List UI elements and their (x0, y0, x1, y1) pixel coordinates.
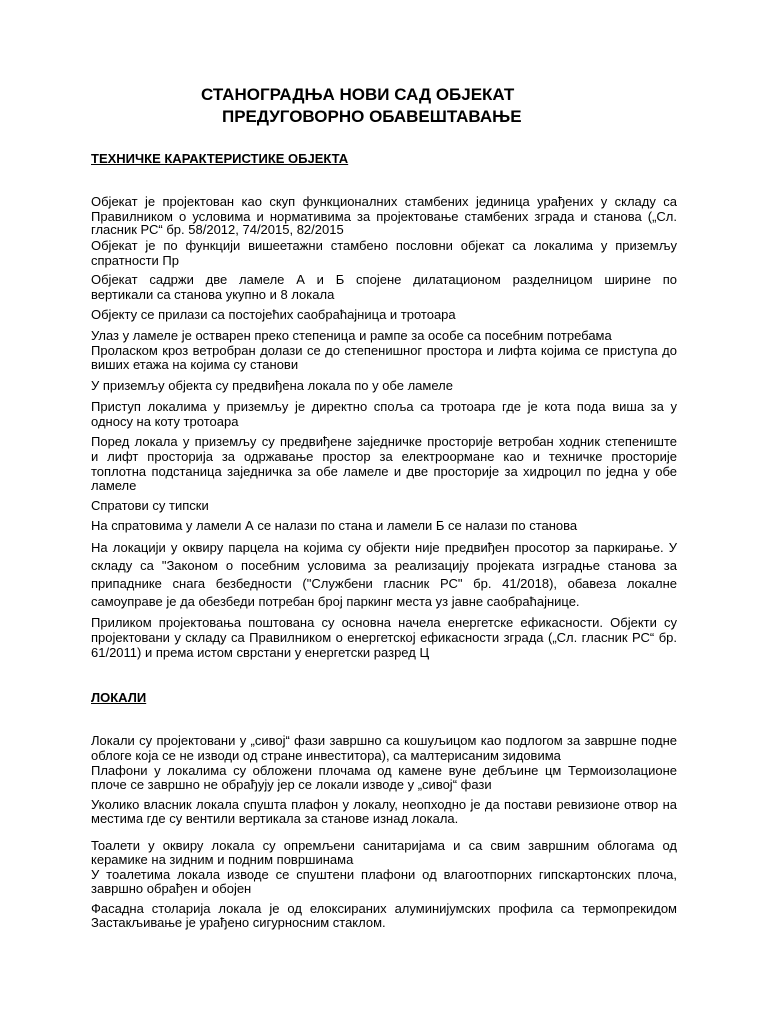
paragraph-line: Застакљивање је урађено сигурносним стаклом. (91, 915, 386, 930)
section-heading-locals: ЛОКАЛИ (91, 690, 147, 705)
paragraph-line: Проласком кроз ветробран долази се до степенишног простора и лифта којима се приступа до (91, 343, 677, 358)
section-heading-technical: ТЕХНИЧКЕ КАРАКТЕРИСТИКЕ ОБЈЕКТА (91, 151, 349, 166)
paragraph-line: завршно обрађен и обојен (91, 881, 252, 896)
paragraph-line: местима где су вентили вертикала за станове изнад локала. (91, 811, 459, 826)
paragraph-line: и лифт просторија за одржавање простор за електроормане као и техничке просторије (91, 449, 677, 464)
paragraph-line: вертикали са станова укупно и 8 локала (91, 287, 335, 302)
paragraph-line: односу на коту тротоара (91, 414, 239, 429)
paragraph-line: Поред локала у приземљу су предвиђене заједничке просторије ветробан ходник степениште (91, 434, 677, 449)
document-title-line-1: СТАНОГРАДЊА НОВИ САД ОБЈЕКАТ (201, 85, 515, 104)
paragraph-line: Објекат је по функцији вишеетажни стамбено пословни објекат са локалима у приземљу (91, 238, 677, 253)
paragraph-line: Уколико власник локала спушта плафон у локалу, неопходно је да постави ревизионе отвор на (91, 797, 677, 812)
paragraph-line: спратности Пр (91, 253, 179, 268)
paragraph-line: У тоалетима локала изводе се спуштени плафони од влагоотпорних гипскартонских плоча, (91, 867, 677, 882)
paragraph-line: плоче се завршно не обрађују јер се локали изводе у „сивој“ фази (91, 777, 492, 792)
paragraph-line: самоуправе је да обезбеди потребан број паркинг места уз јавне саобраћајнице. (91, 594, 580, 609)
paragraph-line: Фасадна столарија локала је од елоксираних алуминијумских профила са термопрекидом (91, 901, 677, 916)
paragraph-line: Тоалети у оквиру локала су опремљени санитаријама и са свим завршним облогама од (91, 838, 677, 853)
paragraph-line: складу са "Законом о посебним условима за реализацију пројеката изградње станова за (91, 558, 677, 573)
paragraph-line: припаднике снага безбедности ("Службени гласник РС" бр. 41/2018), обавеза локалне (91, 576, 677, 591)
paragraph-line: Улаз у ламеле је остварен преко степеница и рампе за особе са посебним потребама (91, 328, 612, 343)
paragraph-line: На спратовима у ламели А се налази по стана и ламели Б се налази по станова (91, 518, 578, 533)
paragraph-line: Локали су пројектовани у „сивој“ фази завршно са кошуљицом као подлогом за завршне подне (91, 733, 677, 748)
paragraph-line: ламеле (91, 478, 137, 493)
paragraph-line: керамике на зидним и подним површинама (91, 852, 354, 867)
paragraph-line: У приземљу објекта су предвиђена локала по у обе ламеле (91, 378, 453, 393)
paragraph-line: Плафони у локалима су обложени плочама од камене вуне дебљине цм Термоизолационе (91, 763, 677, 778)
paragraph-line: Приступ локалима у приземљу је директно споља са тротоара где је кота пода виша за у (91, 399, 677, 414)
paragraph-line: гласник РС“ бр. 58/2012, 74/2015, 82/2015 (91, 222, 344, 237)
paragraph-line: топлотна подстаница заједничка за обе ламеле и две просторије за хидроцил по једна у обе (91, 464, 677, 479)
paragraph-line: пројектовани у складу са Правилником о енергетској ефикасности зграда („Сл. гласник РС“ бр. (91, 630, 677, 645)
paragraph-line: Објекат садржи две ламеле А и Б спојене дилатационом разделницом ширине по (91, 272, 677, 287)
paragraph-line: виших етажа на којима су станови (91, 357, 299, 372)
paragraph-line: Приликом пројектовања поштована су основна начела енергетске ефикасности. Објекти су (91, 615, 677, 630)
paragraph-line: 61/2011) и према истом сврстани у енергетски разред Ц (91, 645, 430, 660)
paragraph-line: Објекту се прилази са постојећих саобраћајница и тротоара (91, 307, 456, 322)
paragraph-line: Спратови су типски (91, 498, 209, 513)
paragraph-line: На локацији у оквиру парцела на којима су објекти није предвиђен просотор за паркирање. У (91, 540, 677, 555)
paragraph-line: Објекат је пројектован као скуп функционалних стамбених јединица урађених у складу са (91, 194, 677, 209)
document-title-line-2: ПРЕДУГОВОРНО ОБАВЕШТАВАЊЕ (222, 107, 522, 126)
paragraph-line: облоге која се не изводи од стране инвеститора), са малтерисаним зидовима (91, 748, 561, 763)
paragraph-line: Правилником о условима и нормативима за пројектовање стамбених зграда и станова („Сл. (91, 209, 677, 224)
